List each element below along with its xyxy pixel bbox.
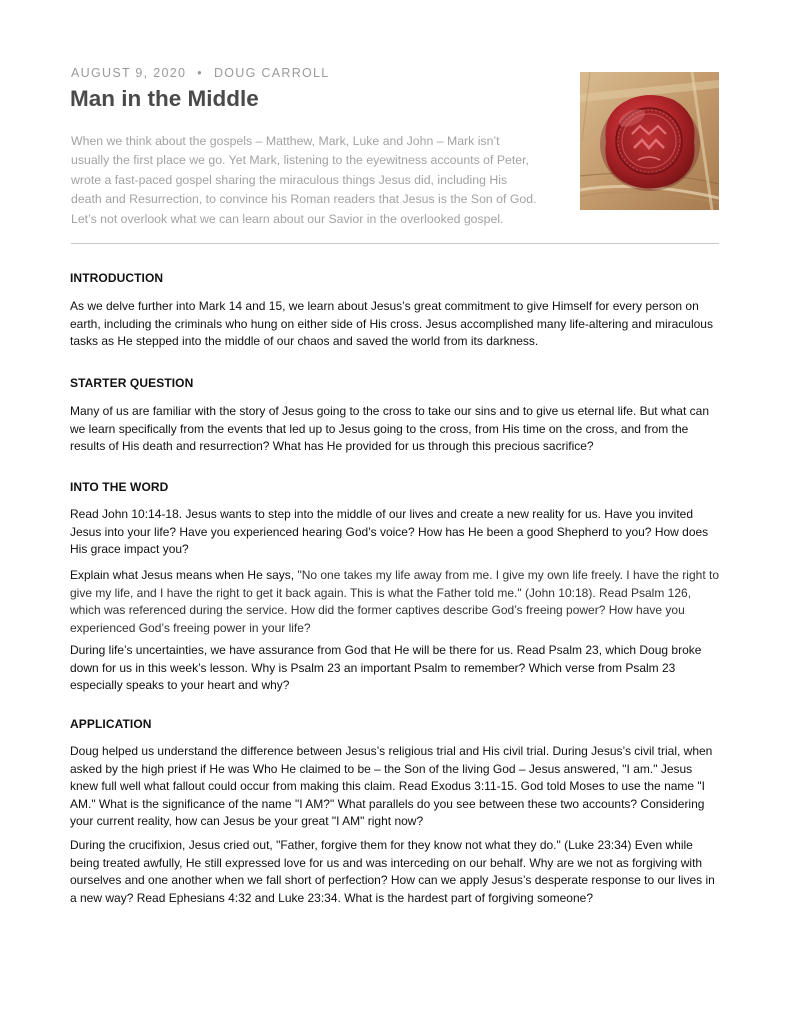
page-title: Man in the Middle — [70, 86, 259, 111]
section-heading-starter-question: STARTER QUESTION — [70, 376, 194, 390]
byline — [71, 66, 330, 80]
application-paragraph-1: Doug helped us understand the difference between Jesus’s religious trial and His civil trial. During Jesus’s civil trial, when asked by the high priest if He was Who He claimed to be – the Son of the living God – Jesus answered, "I am." Jesus knew full well what fallout could occur from making this claim. Read Exodus 3:11-15. God told Moses to use the name "I AM." What is the significance of the name "I AM?" What parallels do you see between these two accounts? Considering your current reality, how can Jesus be your great "I AM" right now? — [70, 744, 713, 829]
introduction-paragraph: As we delve further into Mark 14 and 15, we learn about Jesus’s great commitment to give Himself for every person on earth, including the criminals who hung on either side of His cross. Jesus accomplished many life-altering and miraculous tasks as He stepped into the middle of our chaos and saved the world from its darkness. — [70, 299, 713, 349]
intro-summary: When we think about the gospels – Matthew, Mark, Luke and John – Mark isn’t usually the first place we go. Yet Mark, listening to the eyewitness accounts of Peter, wrote a fast-paced gospel sharing the miraculous things Jesus did, including His death and Resurrection, to convince his Roman readers that Jesus is the Son of God. Let’s not overlook what we can learn about our Savior in the overlooked gospel. — [71, 134, 537, 226]
byline-separator: • — [197, 66, 203, 80]
wax-seal-icon — [580, 72, 719, 210]
scripture-quote: "No one takes my life away from me. I give my own life freely. I have the right to give my life, and I have the right to get it back again. This is what the Father told me." (John 10:18). Read Psalm 126, which was referenced during the service. How did the former captives describe God’s freeing power? How have you experienced God’s freeing power in your life? — [70, 568, 719, 635]
into-the-word-paragraph-2 — [70, 567, 720, 637]
paragraph-lead-text: Explain what Jesus means when He says, — [70, 568, 298, 582]
application-paragraph-2: During the crucifixion, Jesus cried out, "Father, forgive them for they know not what they do." (Luke 23:34) Even while being treated awfully, He still expressed love for us and was interceding on our behalf. Why are we not as forgiving with ourselves and one another when we fall short of perfection? How can we apply Jesus’s desperate response to our lives in a new way? Read Ephesians 4:32 and Luke 23:34. What is the hardest part of forgiving someone? — [70, 838, 715, 905]
author: DOUG CARROLL — [213, 66, 330, 80]
section-heading-introduction: INTRODUCTION — [70, 271, 164, 285]
into-the-word-paragraph-3: During life’s uncertainties, we have assurance from God that He will be there for us. Read Psalm 23, which Doug broke down for us in this week’s lesson. Why is Psalm 23 an important Psalm to remember? Which verse from Psalm 23 especially speaks to your heart and why? — [70, 643, 702, 693]
into-the-word-paragraph-1: Read John 10:14-18. Jesus wants to step into the middle of our lives and create a new reality for us. Have you invited Jesus into your life? Have you experienced hearing God’s voice? How has He been a good Shepherd to you? How does His grace impact you? — [70, 507, 709, 557]
section-heading-into-the-word: INTO THE WORD — [70, 480, 169, 494]
date: AUGUST 9, 2020 — [71, 66, 187, 80]
header-divider — [71, 243, 719, 244]
starter-question-paragraph: Many of us are familiar with the story of Jesus going to the cross to take our sins and to give us eternal life. But what can we learn specifically from the events that led up to Jesus going to the cross, from His time on the cross, and from the results of His death and resurrection? What has He provided for us through this precious sacrifice? — [70, 404, 709, 454]
section-heading-application: APPLICATION — [70, 717, 152, 731]
wax-seal-image — [580, 72, 719, 210]
